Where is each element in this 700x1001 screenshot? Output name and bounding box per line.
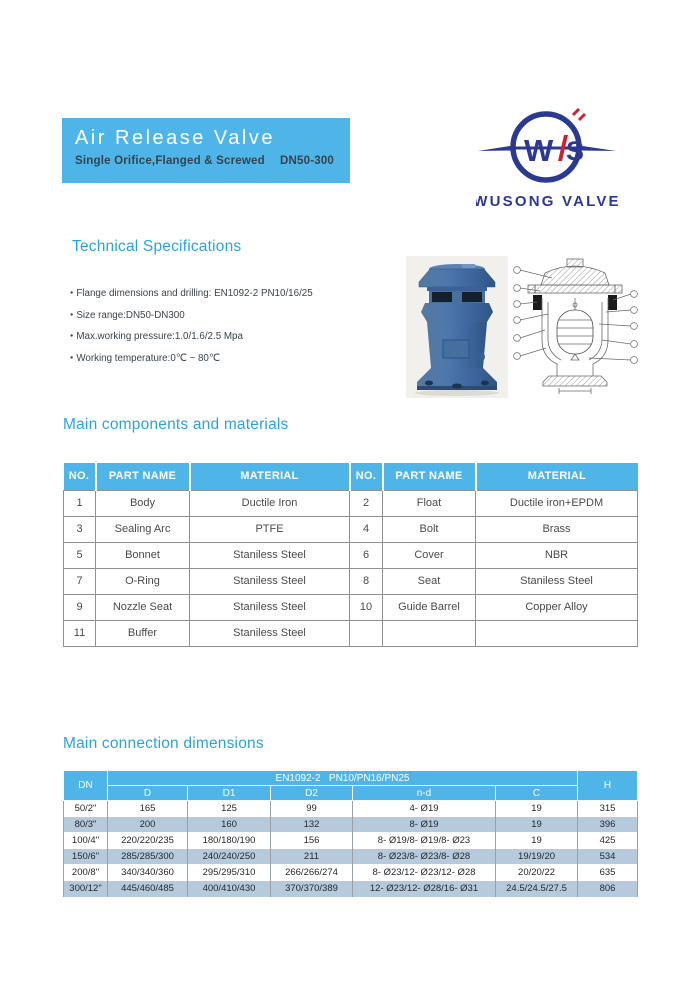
table-row <box>64 620 638 646</box>
spec-item: ● Flange dimensions and drilling: EN1092-2 PN10/16/25 <box>70 284 313 306</box>
table-row <box>64 817 638 833</box>
table-cell: PTFE <box>190 516 350 542</box>
table-row <box>64 881 638 897</box>
table-cell: Nozzle Seat <box>96 594 190 620</box>
header-banner <box>62 118 350 183</box>
table-cell: Seat <box>383 568 476 594</box>
col-h: H <box>578 771 638 801</box>
table-cell: 100/4" <box>64 833 108 849</box>
table-cell: 10 <box>350 594 383 620</box>
table-row <box>64 801 638 817</box>
table-cell: 19 <box>496 801 578 817</box>
col-no-left: NO. <box>64 463 96 490</box>
col-part-left: PART NAME <box>96 463 190 490</box>
table-cell: 8 <box>350 568 383 594</box>
table-cell: Brass <box>476 516 638 542</box>
table-row <box>64 849 638 865</box>
table-cell <box>383 620 476 646</box>
table-cell: Float <box>383 490 476 516</box>
table-cell: 396 <box>578 817 638 833</box>
spec-item: ● Size range:DN50-DN300 <box>70 306 313 328</box>
valve-cross-section-drawing <box>510 254 642 398</box>
table-cell: 211 <box>271 849 353 865</box>
dimensions-table <box>63 770 638 897</box>
table-cell: 8- Ø23/12- Ø23/12- Ø28 <box>353 865 496 881</box>
table-cell: 19/19/20 <box>496 849 578 865</box>
col-nd: n-d <box>353 786 496 801</box>
table-cell: 2 <box>350 490 383 516</box>
table-cell: 8- Ø23/8- Ø23/8- Ø28 <box>353 849 496 865</box>
valve-photo <box>406 256 508 398</box>
table-cell: 19 <box>496 833 578 849</box>
brand-name: WUSONG VALVE <box>476 193 621 210</box>
table-cell: 340/340/360 <box>108 865 188 881</box>
product-title: Air Release Valve <box>75 127 275 149</box>
table-cell: Staniless Steel <box>190 594 350 620</box>
table-cell: 4 <box>350 516 383 542</box>
table-row <box>64 594 638 620</box>
table-cell: 165 <box>108 801 188 817</box>
table-cell <box>476 620 638 646</box>
table-cell: Copper Alloy <box>476 594 638 620</box>
table-cell: 200/8" <box>64 865 108 881</box>
table-cell: 370/370/389 <box>271 881 353 897</box>
table-cell: Bolt <box>383 516 476 542</box>
table-cell: Buffer <box>96 620 190 646</box>
table-cell: Body <box>96 490 190 516</box>
table-cell: 8- Ø19 <box>353 817 496 833</box>
table-row <box>64 865 638 881</box>
table-cell: Sealing Arc <box>96 516 190 542</box>
table-cell: 220/220/235 <box>108 833 188 849</box>
table-cell: Staniless Steel <box>476 568 638 594</box>
col-d: D <box>108 786 188 801</box>
table-cell: O-Ring <box>96 568 190 594</box>
table-cell: 285/285/300 <box>108 849 188 865</box>
table-cell: 19 <box>496 817 578 833</box>
table-cell: 125 <box>188 801 271 817</box>
table-cell: 295/295/310 <box>188 865 271 881</box>
col-d1: D1 <box>188 786 271 801</box>
table-cell: 24.5/24.5/27.5 <box>496 881 578 897</box>
table-cell: Ductile Iron <box>190 490 350 516</box>
col-dn: DN <box>64 771 108 801</box>
table-cell: 806 <box>578 881 638 897</box>
table-row <box>64 542 638 568</box>
logo-monogram-w: W <box>524 133 554 168</box>
table-cell: 160 <box>188 817 271 833</box>
table-cell: 180/180/190 <box>188 833 271 849</box>
table-cell: Staniless Steel <box>190 542 350 568</box>
table-cell: 6 <box>350 542 383 568</box>
table-cell: 99 <box>271 801 353 817</box>
table-cell: 200 <box>108 817 188 833</box>
table-cell: 80/3" <box>64 817 108 833</box>
table-cell: Staniless Steel <box>190 620 350 646</box>
specs-heading: Technical Specifications <box>72 238 242 255</box>
table-cell: 11 <box>64 620 96 646</box>
table-cell: 132 <box>271 817 353 833</box>
dimensions-header-row-2 <box>64 786 638 801</box>
table-cell: 4- Ø19 <box>353 801 496 817</box>
spec-item: ● Working temperature:0℃ ~ 80℃ <box>70 349 313 371</box>
table-cell <box>350 620 383 646</box>
dimensions-heading: Main connection dimensions <box>63 735 264 752</box>
table-cell: 3 <box>64 516 96 542</box>
table-cell: 156 <box>271 833 353 849</box>
spec-item: ● Max.working pressure:1.0/1.6/2.5 Mpa <box>70 327 313 349</box>
product-subtitle-row <box>75 155 350 167</box>
table-cell: NBR <box>476 542 638 568</box>
table-row <box>64 490 638 516</box>
table-cell: 315 <box>578 801 638 817</box>
table-cell: 9 <box>64 594 96 620</box>
table-row <box>64 833 638 849</box>
table-cell: 425 <box>578 833 638 849</box>
table-cell: Staniless Steel <box>190 568 350 594</box>
table-cell: Bonnet <box>96 542 190 568</box>
components-body <box>64 490 638 646</box>
table-cell: Cover <box>383 542 476 568</box>
table-cell: Ductile iron+EPDM <box>476 490 638 516</box>
logo-mark-icon <box>476 102 624 216</box>
table-cell: 150/6" <box>64 849 108 865</box>
table-cell: Guide Barrel <box>383 594 476 620</box>
col-group-standard: EN1092-2 PN10/PN16/PN25 <box>108 771 578 786</box>
table-cell: 7 <box>64 568 96 594</box>
col-c: C <box>496 786 578 801</box>
table-cell: 20/20/22 <box>496 865 578 881</box>
table-row <box>64 568 638 594</box>
dimensions-body <box>64 801 638 897</box>
components-table <box>63 463 638 647</box>
col-material-left: MATERIAL <box>190 463 350 490</box>
size-range: DN50-300 <box>280 155 335 167</box>
table-cell: 240/240/250 <box>188 849 271 865</box>
table-cell: 1 <box>64 490 96 516</box>
table-cell: 12- Ø23/12- Ø28/16- Ø31 <box>353 881 496 897</box>
col-part-right: PART NAME <box>383 463 476 490</box>
table-cell: 8- Ø19/8- Ø19/8- Ø23 <box>353 833 496 849</box>
table-cell: 266/266/274 <box>271 865 353 881</box>
product-subtitle: Single Orifice,Flanged & Screwed <box>75 155 265 167</box>
company-logo <box>476 102 624 216</box>
col-d2: D2 <box>271 786 353 801</box>
table-cell: 534 <box>578 849 638 865</box>
table-row <box>64 516 638 542</box>
table-cell: 300/12" <box>64 881 108 897</box>
table-cell: 400/410/430 <box>188 881 271 897</box>
table-cell: 5 <box>64 542 96 568</box>
components-header-row <box>64 463 638 490</box>
col-no-right: NO. <box>350 463 383 490</box>
spec-list <box>70 284 313 370</box>
table-cell: 50/2" <box>64 801 108 817</box>
table-cell: 445/460/485 <box>108 881 188 897</box>
table-cell: 635 <box>578 865 638 881</box>
logo-monogram-s: S <box>566 136 585 166</box>
dimensions-header-row-1 <box>64 771 638 786</box>
col-material-right: MATERIAL <box>476 463 638 490</box>
components-heading: Main components and materials <box>63 416 289 433</box>
